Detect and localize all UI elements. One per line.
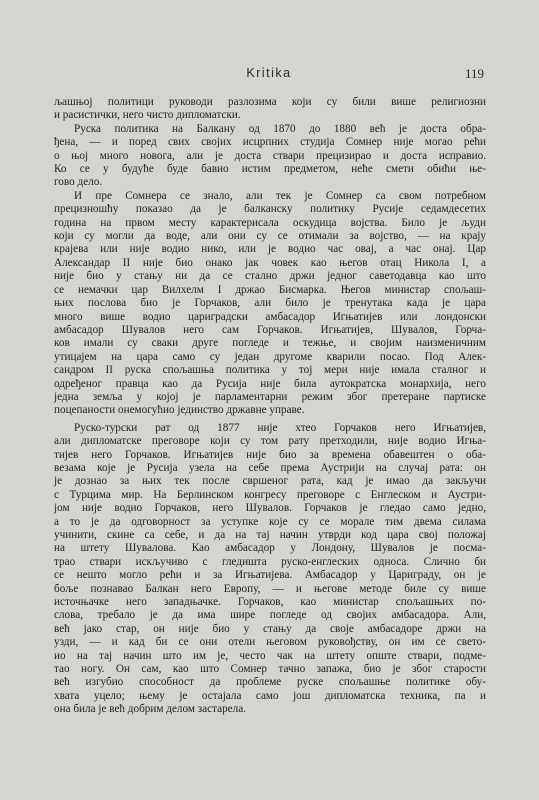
page-header <box>54 66 484 84</box>
text-line: с Турцима мир. На Берлинском конгресу преговоре с Енглеском и Аустри- <box>54 488 486 501</box>
paragraph <box>54 190 486 418</box>
text-line: учинити, скине са себе, и да на тај начин утврди код цара свој положај <box>54 529 486 541</box>
text-line: није био у стању ни да се стално држи једног саветодавца као што <box>54 270 486 283</box>
text-line: она била је већ добрим делом застарела. <box>54 703 246 716</box>
text-line: већ изгубио способност да проблеме руске спољашње политике обу- <box>54 676 486 689</box>
text-line: Александар II није био онако јак човек као његов отац Никола I, а <box>54 256 486 269</box>
body-text <box>54 96 486 717</box>
text-line: крајева или није водио нико, или је водио час овај, а час онај. Цар <box>54 243 486 256</box>
text-line: љашњој политици руководи разлозима који су били више религиозни <box>54 96 486 108</box>
text-line: Руска политика на Балкану од 1870 до 1880 већ је доста обра- <box>74 122 486 135</box>
text-line: једна земља у којој је парламентарни режим због претеране партиске <box>54 390 486 403</box>
text-line: источњачке него западњачке. Горчаков, као министар спољашњих по- <box>54 596 486 609</box>
text-line: сандром II руска спољашња политика у тој мери није имала сталног и <box>54 364 486 377</box>
text-line: већ јако стар, он није био у стању да своје амбасадоре држи на <box>54 622 486 635</box>
text-line: трао ствари искључиво с гледишта руско-енглеских односа. Слично би <box>54 555 486 568</box>
text-line: ио на тај начин што им је, често чак на штету опште ствари, подме- <box>54 649 486 662</box>
text-line: везама које је Русија узела на себе према Аустрији на случај рата: он <box>54 461 486 474</box>
text-line: али дипломатске преговоре који су том рату претходили, није водио Игња- <box>54 435 486 448</box>
text-line: Руско-турски рат од 1877 није хтео Горчаков него Игњатијев, <box>74 421 486 434</box>
text-line: гово дело. <box>54 176 103 189</box>
text-line: ков имали су сваки друге погледе и тежње, и својим наизменичним <box>54 337 486 350</box>
paragraph <box>54 422 486 717</box>
text-line: и расистички, него чисто дипломатски. <box>54 109 241 122</box>
text-line: њих послова био је Горчаков, али било је тренутака када је цара <box>54 297 486 310</box>
text-line: тао ногу. Он сам, као што Сомнер тачно запажа, био је због старости <box>54 663 486 676</box>
text-line: поцепаности онемогућио јединство државне управе. <box>54 404 305 417</box>
text-line: боље познавао Балкан него Европу, — и његове методе биле су више <box>54 582 486 595</box>
text-line: И пре Сомнера се знало, али тек је Сомнер са свом потребном <box>74 189 486 202</box>
text-line: јом није водио Горчаков, него Шувалов. Горчаков је гледао само једно, <box>54 502 486 515</box>
text-line: тијев него Горчаков. Игњатијев није био за времена обавештен о оба- <box>54 448 486 461</box>
text-line: на штету Шувалова. Као амбасадор у Лондону, Шувалов је посма- <box>54 542 486 555</box>
text-line: амбасадор Шувалов него сам Горчаков. Игњатијев, Шувалов, Горча- <box>54 323 486 336</box>
text-line: одређеног правца као да Русија није била аутократска монархија, него <box>54 377 486 390</box>
text-line: слова, требало је да има шире погледе од својих амбасадора. Али, <box>54 609 486 622</box>
text-line: а то је да одговорност за уступке које су се морале тим двема силама <box>54 515 486 528</box>
text-line: о њој много новога, али је доста ствари прецизирао и доста исправио. <box>54 149 486 162</box>
text-line: хвата уцело; њему је остајала само још дипломатска техника, па и <box>54 689 486 702</box>
text-line: ђена, — и поред свих својих исцрпних студија Сомнер није могао рећи <box>54 136 486 149</box>
text-line: који су могли да воде, али они су се отимали за војство, — на крају <box>54 230 486 243</box>
text-line: прецизношћу показао да је балканску политику Русије седамдесетих <box>54 203 486 216</box>
paragraph <box>54 96 486 123</box>
running-head: Kritika <box>246 66 292 80</box>
text-line: Ко се у будуће буде бавио истим предметом, неће смети обићи ње- <box>54 163 486 176</box>
text-line: много више водио цариградски амбасадор Игњатијев или лондонски <box>54 310 486 323</box>
text-line: година на првом месту карактерисала оскудица војства. Било је људи <box>54 216 486 229</box>
text-line: узди, — и кад би се они отели његовом руковођству, он им се свето- <box>54 636 486 649</box>
text-line: је дознао за њих тек после свршеног рата, кад је имао да закључи <box>54 475 486 488</box>
text-line: утицајем на цара само су један другоме кварили посао. Под Алек- <box>54 350 486 363</box>
text-line: се нешто могло рећи и за Игњатијева. Амбасадор у Цариграду, он је <box>54 569 486 582</box>
paragraph <box>54 123 486 190</box>
page-number: 119 <box>464 66 484 81</box>
text-line: се немачки цар Вилхелм I држао Бисмарка. Његов министар спољаш- <box>54 283 486 296</box>
